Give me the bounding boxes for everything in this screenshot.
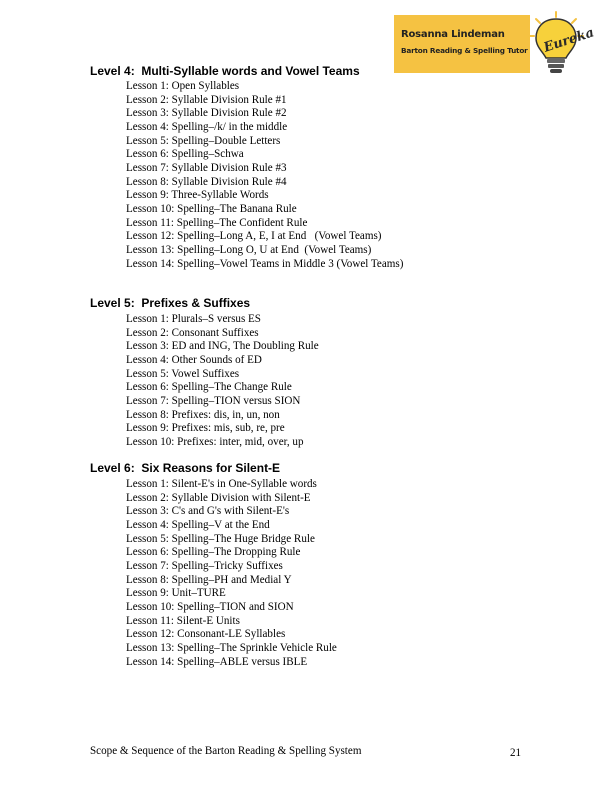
lesson-item: Lesson 7: Syllable Division Rule #3 bbox=[126, 161, 287, 174]
lesson-item: Lesson 9: Prefixes: mis, sub, re, pre bbox=[126, 422, 285, 435]
lesson-item: Lesson 3: ED and ING, The Doubling Rule bbox=[126, 340, 319, 353]
level-5-lessons bbox=[126, 313, 319, 450]
lesson-item: Lesson 13: Spelling–Long O, U at End (Vowel Teams) bbox=[126, 243, 372, 256]
lesson-item: Lesson 10: Spelling–TION and SION bbox=[126, 600, 294, 613]
page-number: 21 bbox=[510, 747, 522, 759]
eureka-text: Eureka bbox=[541, 25, 596, 56]
lesson-item: Lesson 13: Spelling–The Sprinkle Vehicle Rule bbox=[126, 641, 337, 654]
lesson-item: Lesson 12: Spelling–Long A, E, I at End (Vowel Teams) bbox=[126, 230, 382, 243]
lesson-item: Lesson 3: C's and G's with Silent-E's bbox=[126, 505, 290, 518]
lesson-item: Lesson 4: Other Sounds of ED bbox=[126, 353, 262, 366]
lesson-item: Lesson 4: Spelling–V at the End bbox=[126, 518, 270, 531]
lesson-item: Lesson 6: Spelling–Schwa bbox=[126, 148, 244, 161]
lesson-item: Lesson 8: Prefixes: dis, in, un, non bbox=[126, 408, 280, 421]
lesson-item: Lesson 6: Spelling–The Dropping Rule bbox=[126, 546, 301, 559]
lesson-item: Lesson 2: Consonant Suffixes bbox=[126, 326, 259, 339]
lesson-item: Lesson 1: Open Syllables bbox=[126, 80, 240, 92]
lesson-item: Lesson 5: Vowel Suffixes bbox=[126, 367, 240, 380]
lesson-item: Lesson 6: Spelling–The Change Rule bbox=[126, 381, 292, 394]
lesson-item: Lesson 9: Unit–TURE bbox=[126, 587, 226, 600]
lesson-item: Lesson 2: Syllable Division Rule #1 bbox=[126, 93, 287, 106]
tutor-name: Rosanna Lindeman bbox=[401, 29, 505, 40]
lesson-item: Lesson 3: Syllable Division Rule #2 bbox=[126, 107, 287, 120]
lesson-item: Lesson 7: Spelling–TION versus SION bbox=[126, 394, 301, 407]
lesson-item: Lesson 2: Syllable Division with Silent-E bbox=[126, 491, 311, 504]
lesson-item: Lesson 8: Spelling–PH and Medial Y bbox=[126, 573, 292, 586]
lesson-item: Lesson 10: Spelling–The Banana Rule bbox=[126, 202, 297, 215]
tutor-banner bbox=[394, 15, 530, 73]
level-4-lessons bbox=[126, 80, 403, 271]
lesson-item: Lesson 7: Spelling–Tricky Suffixes bbox=[126, 559, 283, 572]
lesson-item: Lesson 11: Silent-E Units bbox=[126, 614, 240, 627]
lesson-item: Lesson 10: Prefixes: inter, mid, over, up bbox=[126, 435, 304, 448]
lesson-item: Lesson 11: Spelling–The Confident Rule bbox=[126, 216, 308, 229]
level-5-heading: Level 5: Prefixes & Suffixes bbox=[90, 296, 251, 310]
lesson-item: Lesson 14: Spelling–Vowel Teams in Middle 3 (Vowel Teams) bbox=[126, 257, 404, 270]
lesson-item: Lesson 1: Plurals–S versus ES bbox=[126, 313, 261, 325]
lesson-item: Lesson 5: Spelling–Double Letters bbox=[126, 134, 281, 147]
lesson-item: Lesson 14: Spelling–ABLE versus IBLE bbox=[126, 655, 308, 668]
lesson-item: Lesson 9: Three-Syllable Words bbox=[126, 189, 269, 202]
footer-text: Scope & Sequence of the Barton Reading & Spelling System bbox=[90, 745, 362, 757]
lesson-item: Lesson 8: Syllable Division Rule #4 bbox=[126, 175, 287, 188]
lesson-item: Lesson 5: Spelling–The Huge Bridge Rule bbox=[126, 532, 315, 545]
lesson-item: Lesson 12: Consonant-LE Syllables bbox=[126, 628, 286, 641]
level-6-lessons bbox=[126, 478, 337, 669]
level-6-heading: Level 6: Six Reasons for Silent-E bbox=[90, 461, 281, 475]
lesson-item: Lesson 1: Silent-E's in One-Syllable words bbox=[126, 478, 317, 490]
lesson-item: Lesson 4: Spelling–/k/ in the middle bbox=[126, 120, 288, 133]
tutor-subtitle: Barton Reading & Spelling Tutor bbox=[401, 46, 528, 55]
level-4-heading: Level 4: Multi-Syllable words and Vowel Teams bbox=[90, 64, 360, 78]
